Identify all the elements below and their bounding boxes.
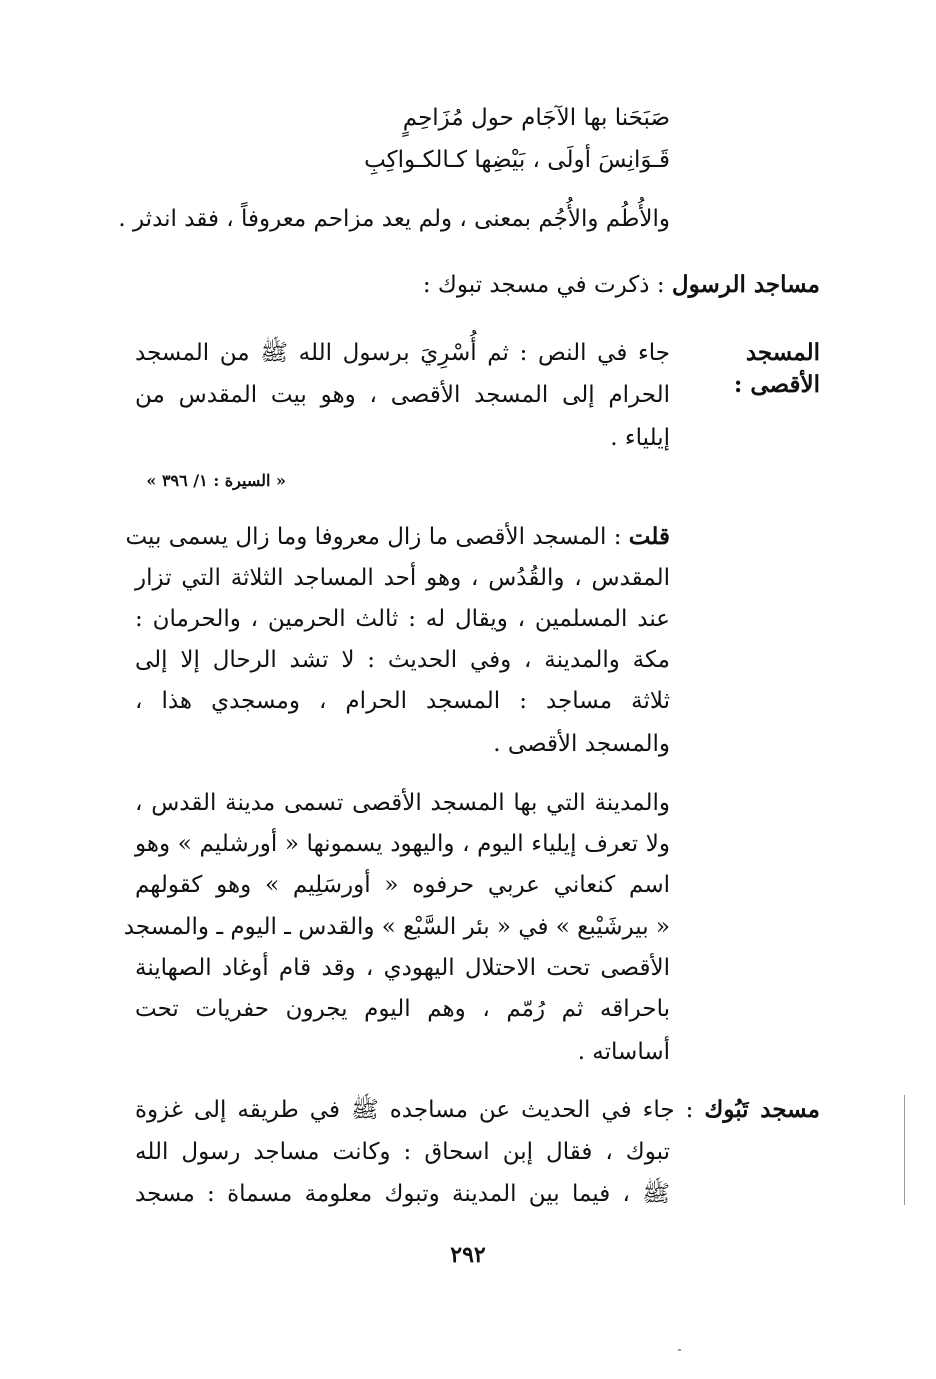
comment-lead: قلت [628,523,670,550]
aqsa-line-2: الحرام إلى المسجد الأقصى ، وهو بيت المقدس من [135,382,670,408]
comment-line-1 [125,522,670,552]
tabuk-line-2: تبوك ، فقال إبن اسحاق : وكانت مساجد رسول الله [135,1139,670,1165]
section-heading [423,270,820,300]
comment-first-line: : المسجد الأقصى ما زال معروفا وما زال يسمى بيت [125,524,622,550]
section-heading-term: مساجد الرسول [671,271,820,298]
source-citation: « السيرة : ١/ ٣٩٦ » [146,471,286,490]
poem-line-1: صَبَحَنا بها الآجَام حول مُزَاحِمٍ [402,105,670,131]
page-number: ٢٩٢ [450,1242,486,1268]
city-line-5: الأقصى تحت الاحتلال اليهودي ، وقد قام أوغاد الصهاينة [135,955,670,981]
poem-line-2: قَـوَانِسَ أولَى ، بَيْضِها كـالكـواكِبِ [364,147,670,173]
comment-line-3: عند المسلمين ، ويقال له : ثالث الحرمين ، والحرمان : [135,606,670,632]
scan-speck [678,1349,681,1351]
intro-line: والأُطُم والأُجُم بمعنى ، ولم يعد مزاحم معروفاً ، فقد اندثر . [118,206,670,232]
city-line-2: ولا تعرف إيلياء اليوم ، واليهود يسمونها « أورشليم » وهو [135,831,670,857]
tabuk-term: مسجد تَبُوك [704,1096,821,1123]
city-line-1: والمدينة التي بها المسجد الأقصى تسمى مدينة القدس ، [135,790,670,816]
comment-line-6: والمسجد الأقصى . [493,731,670,757]
aqsa-label-1: المسجد [745,339,820,366]
city-line-6: باحراقه ثم رُمّم ، وهم اليوم يجرون حفريات تحت [135,996,670,1022]
tabuk-line-1 [135,1095,820,1125]
aqsa-line-1: جاء في النص : ثم أُسْرِيَ برسول الله ﷺ من المسجد [135,340,670,366]
city-line-3: اسم كنعاني عربي حرفوه « أورسَلِيم » وهو كقولهم [135,872,670,898]
comment-line-5: ثلاثة مساجد : المسجد الحرام ، ومسجدي هذا ، [135,688,670,714]
aqsa-label-2: الأقصى : [733,371,820,398]
tabuk-first-line: : جاء في الحديث عن مساجده ﷺ في طريقه إلى غزوة [135,1097,694,1123]
margin-rule [904,1095,905,1205]
tabuk-line-3: ﷺ ، فيما بين المدينة وتبوك معلومة مسماة : مسجد [135,1181,670,1207]
city-line-7: أساساته . [577,1039,670,1065]
aqsa-line-3: إيلياء . [610,425,670,451]
comment-line-2: المقدس ، والقُدُس ، وهو أحد المساجد الثلاثة التي تزار [135,565,670,591]
city-line-4: « بيرشَيْبع » في « بئر السَّبْع » والقدس ـ اليوم ـ والمسجد [123,914,670,940]
comment-line-4: مكة والمدينة ، وفي الحديث : لا تشد الرحال إلا إلى [135,647,670,673]
section-heading-rest: : ذكرت في مسجد تبوك : [422,272,665,298]
